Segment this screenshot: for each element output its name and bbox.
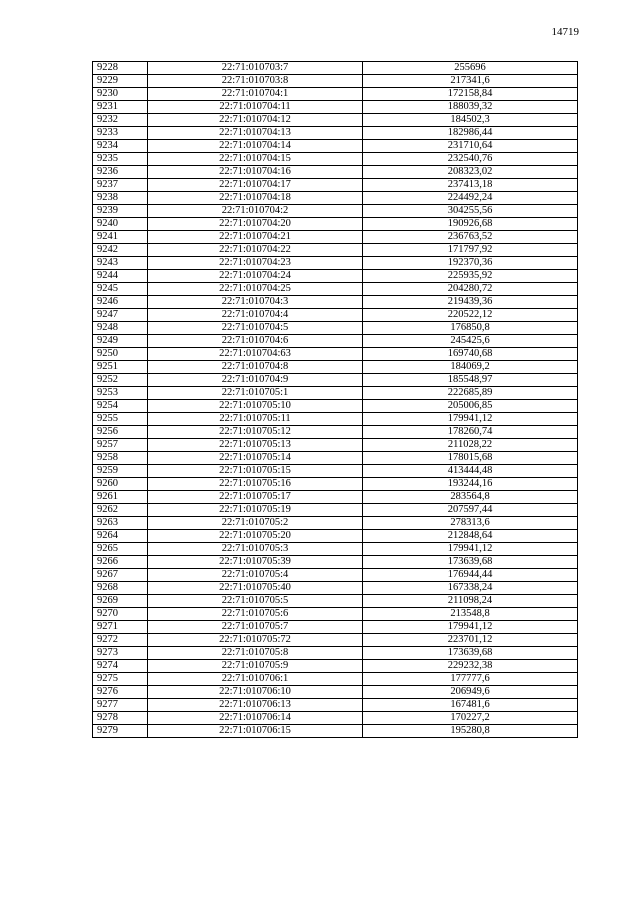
row-number-cell: 9278 <box>93 712 148 725</box>
table-row <box>93 634 578 647</box>
cadastral-number-cell: 22:71:010704:14 <box>148 140 363 153</box>
row-number-cell: 9275 <box>93 673 148 686</box>
row-number-cell: 9236 <box>93 166 148 179</box>
row-number-cell: 9265 <box>93 543 148 556</box>
row-number-cell: 9272 <box>93 634 148 647</box>
row-number-cell: 9262 <box>93 504 148 517</box>
row-number-cell: 9240 <box>93 218 148 231</box>
table-row <box>93 439 578 452</box>
value-cell: 212848,64 <box>363 530 578 543</box>
row-number-cell: 9257 <box>93 439 148 452</box>
cadastral-number-cell: 22:71:010706:14 <box>148 712 363 725</box>
cadastral-number-cell: 22:71:010705:1 <box>148 387 363 400</box>
value-cell: 177777,6 <box>363 673 578 686</box>
table-row <box>93 465 578 478</box>
row-number-cell: 9259 <box>93 465 148 478</box>
cadastral-number-cell: 22:71:010705:72 <box>148 634 363 647</box>
cadastral-number-cell: 22:71:010705:2 <box>148 517 363 530</box>
value-cell: 184502,3 <box>363 114 578 127</box>
value-cell: 176850,8 <box>363 322 578 335</box>
row-number-cell: 9266 <box>93 556 148 569</box>
row-number-cell: 9244 <box>93 270 148 283</box>
table-row <box>93 244 578 257</box>
row-number-cell: 9231 <box>93 101 148 114</box>
value-cell: 173639,68 <box>363 556 578 569</box>
row-number-cell: 9270 <box>93 608 148 621</box>
cadastral-number-cell: 22:71:010706:15 <box>148 725 363 738</box>
page-number: 14719 <box>551 26 579 38</box>
cadastral-number-cell: 22:71:010704:6 <box>148 335 363 348</box>
value-cell: 255696 <box>363 62 578 75</box>
table-row <box>93 712 578 725</box>
value-cell: 190926,68 <box>363 218 578 231</box>
table-row <box>93 192 578 205</box>
table-row <box>93 153 578 166</box>
row-number-cell: 9268 <box>93 582 148 595</box>
row-number-cell: 9263 <box>93 517 148 530</box>
cadastral-number-cell: 22:71:010704:11 <box>148 101 363 114</box>
value-cell: 278313,6 <box>363 517 578 530</box>
cadastral-number-cell: 22:71:010704:23 <box>148 257 363 270</box>
table-row <box>93 231 578 244</box>
table-row <box>93 504 578 517</box>
row-number-cell: 9242 <box>93 244 148 257</box>
value-cell: 229232,38 <box>363 660 578 673</box>
cadastral-number-cell: 22:71:010704:2 <box>148 205 363 218</box>
value-cell: 176944,44 <box>363 569 578 582</box>
value-cell: 220522,12 <box>363 309 578 322</box>
row-number-cell: 9228 <box>93 62 148 75</box>
cadastral-number-cell: 22:71:010705:10 <box>148 400 363 413</box>
value-cell: 213548,8 <box>363 608 578 621</box>
value-cell: 188039,32 <box>363 101 578 114</box>
table-row <box>93 296 578 309</box>
row-number-cell: 9279 <box>93 725 148 738</box>
row-number-cell: 9249 <box>93 335 148 348</box>
table-row <box>93 75 578 88</box>
cadastral-number-cell: 22:71:010704:63 <box>148 348 363 361</box>
cadastral-number-cell: 22:71:010704:24 <box>148 270 363 283</box>
row-number-cell: 9238 <box>93 192 148 205</box>
table-row <box>93 88 578 101</box>
row-number-cell: 9274 <box>93 660 148 673</box>
row-number-cell: 9235 <box>93 153 148 166</box>
cadastral-number-cell: 22:71:010705:9 <box>148 660 363 673</box>
value-cell: 179941,12 <box>363 543 578 556</box>
value-cell: 170227,2 <box>363 712 578 725</box>
value-cell: 192370,36 <box>363 257 578 270</box>
cadastral-number-cell: 22:71:010704:4 <box>148 309 363 322</box>
table-row <box>93 725 578 738</box>
cadastral-number-cell: 22:71:010705:6 <box>148 608 363 621</box>
table-row <box>93 400 578 413</box>
cadastral-number-cell: 22:71:010705:8 <box>148 647 363 660</box>
row-number-cell: 9248 <box>93 322 148 335</box>
cadastral-number-cell: 22:71:010704:20 <box>148 218 363 231</box>
table-row <box>93 127 578 140</box>
cadastral-number-cell: 22:71:010705:20 <box>148 530 363 543</box>
row-number-cell: 9230 <box>93 88 148 101</box>
cadastral-number-cell: 22:71:010705:16 <box>148 478 363 491</box>
cadastral-number-cell: 22:71:010705:14 <box>148 452 363 465</box>
row-number-cell: 9256 <box>93 426 148 439</box>
cadastral-number-cell: 22:71:010704:15 <box>148 153 363 166</box>
cadastral-number-cell: 22:71:010704:1 <box>148 88 363 101</box>
row-number-cell: 9261 <box>93 491 148 504</box>
value-cell: 219439,36 <box>363 296 578 309</box>
cadastral-number-cell: 22:71:010705:39 <box>148 556 363 569</box>
cadastral-number-cell: 22:71:010705:12 <box>148 426 363 439</box>
row-number-cell: 9271 <box>93 621 148 634</box>
table-row <box>93 426 578 439</box>
table-row <box>93 218 578 231</box>
cadastral-number-cell: 22:71:010705:11 <box>148 413 363 426</box>
table-body <box>93 62 578 738</box>
cadastral-number-cell: 22:71:010704:16 <box>148 166 363 179</box>
cadastral-value-table <box>92 61 578 738</box>
row-number-cell: 9243 <box>93 257 148 270</box>
table-row <box>93 140 578 153</box>
value-cell: 236763,52 <box>363 231 578 244</box>
row-number-cell: 9255 <box>93 413 148 426</box>
cadastral-number-cell: 22:71:010705:5 <box>148 595 363 608</box>
row-number-cell: 9277 <box>93 699 148 712</box>
value-cell: 225935,92 <box>363 270 578 283</box>
row-number-cell: 9253 <box>93 387 148 400</box>
row-number-cell: 9237 <box>93 179 148 192</box>
row-number-cell: 9241 <box>93 231 148 244</box>
cadastral-number-cell: 22:71:010704:12 <box>148 114 363 127</box>
table-row <box>93 582 578 595</box>
value-cell: 222685,89 <box>363 387 578 400</box>
value-cell: 193244,16 <box>363 478 578 491</box>
value-cell: 179941,12 <box>363 621 578 634</box>
table-row <box>93 283 578 296</box>
cadastral-number-cell: 22:71:010706:10 <box>148 686 363 699</box>
value-cell: 169740,68 <box>363 348 578 361</box>
table-row <box>93 647 578 660</box>
value-cell: 207597,44 <box>363 504 578 517</box>
cadastral-number-cell: 22:71:010703:8 <box>148 75 363 88</box>
table-row <box>93 387 578 400</box>
value-cell: 205006,85 <box>363 400 578 413</box>
table-row <box>93 62 578 75</box>
value-cell: 232540,76 <box>363 153 578 166</box>
value-cell: 184069,2 <box>363 361 578 374</box>
cadastral-number-cell: 22:71:010704:5 <box>148 322 363 335</box>
value-cell: 231710,64 <box>363 140 578 153</box>
row-number-cell: 9258 <box>93 452 148 465</box>
cadastral-number-cell: 22:71:010705:3 <box>148 543 363 556</box>
cadastral-number-cell: 22:71:010704:8 <box>148 361 363 374</box>
table-row <box>93 491 578 504</box>
value-cell: 195280,8 <box>363 725 578 738</box>
row-number-cell: 9264 <box>93 530 148 543</box>
value-cell: 178015,68 <box>363 452 578 465</box>
cadastral-number-cell: 22:71:010704:3 <box>148 296 363 309</box>
value-cell: 211028,22 <box>363 439 578 452</box>
cadastral-number-cell: 22:71:010705:15 <box>148 465 363 478</box>
cadastral-number-cell: 22:71:010704:18 <box>148 192 363 205</box>
table-row <box>93 517 578 530</box>
table-row <box>93 569 578 582</box>
cadastral-number-cell: 22:71:010703:7 <box>148 62 363 75</box>
row-number-cell: 9254 <box>93 400 148 413</box>
table-row <box>93 699 578 712</box>
cadastral-number-cell: 22:71:010704:17 <box>148 179 363 192</box>
value-cell: 245425,6 <box>363 335 578 348</box>
table-row <box>93 452 578 465</box>
row-number-cell: 9233 <box>93 127 148 140</box>
value-cell: 208323,02 <box>363 166 578 179</box>
value-cell: 204280,72 <box>363 283 578 296</box>
row-number-cell: 9269 <box>93 595 148 608</box>
value-cell: 171797,92 <box>363 244 578 257</box>
value-cell: 223701,12 <box>363 634 578 647</box>
value-cell: 211098,24 <box>363 595 578 608</box>
table-row <box>93 543 578 556</box>
value-cell: 206949,6 <box>363 686 578 699</box>
row-number-cell: 9245 <box>93 283 148 296</box>
value-cell: 185548,97 <box>363 374 578 387</box>
table-row <box>93 413 578 426</box>
value-cell: 224492,24 <box>363 192 578 205</box>
cadastral-number-cell: 22:71:010705:13 <box>148 439 363 452</box>
cadastral-number-cell: 22:71:010705:4 <box>148 569 363 582</box>
row-number-cell: 9234 <box>93 140 148 153</box>
table-row <box>93 530 578 543</box>
value-cell: 173639,68 <box>363 647 578 660</box>
value-cell: 182986,44 <box>363 127 578 140</box>
table-row <box>93 660 578 673</box>
row-number-cell: 9239 <box>93 205 148 218</box>
row-number-cell: 9252 <box>93 374 148 387</box>
table-row <box>93 166 578 179</box>
table-row <box>93 257 578 270</box>
value-cell: 167481,6 <box>363 699 578 712</box>
value-cell: 178260,74 <box>363 426 578 439</box>
table-row <box>93 556 578 569</box>
table-row <box>93 179 578 192</box>
table-row <box>93 374 578 387</box>
cadastral-number-cell: 22:71:010705:17 <box>148 491 363 504</box>
table-row <box>93 608 578 621</box>
cadastral-number-cell: 22:71:010704:9 <box>148 374 363 387</box>
table-row <box>93 114 578 127</box>
value-cell: 283564,8 <box>363 491 578 504</box>
cadastral-number-cell: 22:71:010704:22 <box>148 244 363 257</box>
row-number-cell: 9260 <box>93 478 148 491</box>
table-row <box>93 595 578 608</box>
table-row <box>93 478 578 491</box>
table-row <box>93 309 578 322</box>
table-row <box>93 322 578 335</box>
cadastral-number-cell: 22:71:010705:7 <box>148 621 363 634</box>
table-row <box>93 348 578 361</box>
table-row <box>93 335 578 348</box>
value-cell: 179941,12 <box>363 413 578 426</box>
cadastral-number-cell: 22:71:010706:1 <box>148 673 363 686</box>
row-number-cell: 9246 <box>93 296 148 309</box>
value-cell: 304255,56 <box>363 205 578 218</box>
row-number-cell: 9267 <box>93 569 148 582</box>
value-cell: 172158,84 <box>363 88 578 101</box>
value-cell: 167338,24 <box>363 582 578 595</box>
value-cell: 217341,6 <box>363 75 578 88</box>
table-row <box>93 270 578 283</box>
table-row <box>93 673 578 686</box>
row-number-cell: 9247 <box>93 309 148 322</box>
row-number-cell: 9251 <box>93 361 148 374</box>
cadastral-number-cell: 22:71:010705:19 <box>148 504 363 517</box>
table-row <box>93 686 578 699</box>
value-cell: 413444,48 <box>363 465 578 478</box>
row-number-cell: 9273 <box>93 647 148 660</box>
cadastral-number-cell: 22:71:010704:21 <box>148 231 363 244</box>
row-number-cell: 9250 <box>93 348 148 361</box>
table-row <box>93 101 578 114</box>
table-row <box>93 621 578 634</box>
row-number-cell: 9232 <box>93 114 148 127</box>
cadastral-number-cell: 22:71:010704:25 <box>148 283 363 296</box>
table-row <box>93 205 578 218</box>
cadastral-number-cell: 22:71:010705:40 <box>148 582 363 595</box>
cadastral-number-cell: 22:71:010704:13 <box>148 127 363 140</box>
cadastral-number-cell: 22:71:010706:13 <box>148 699 363 712</box>
table-row <box>93 361 578 374</box>
row-number-cell: 9276 <box>93 686 148 699</box>
value-cell: 237413,18 <box>363 179 578 192</box>
row-number-cell: 9229 <box>93 75 148 88</box>
